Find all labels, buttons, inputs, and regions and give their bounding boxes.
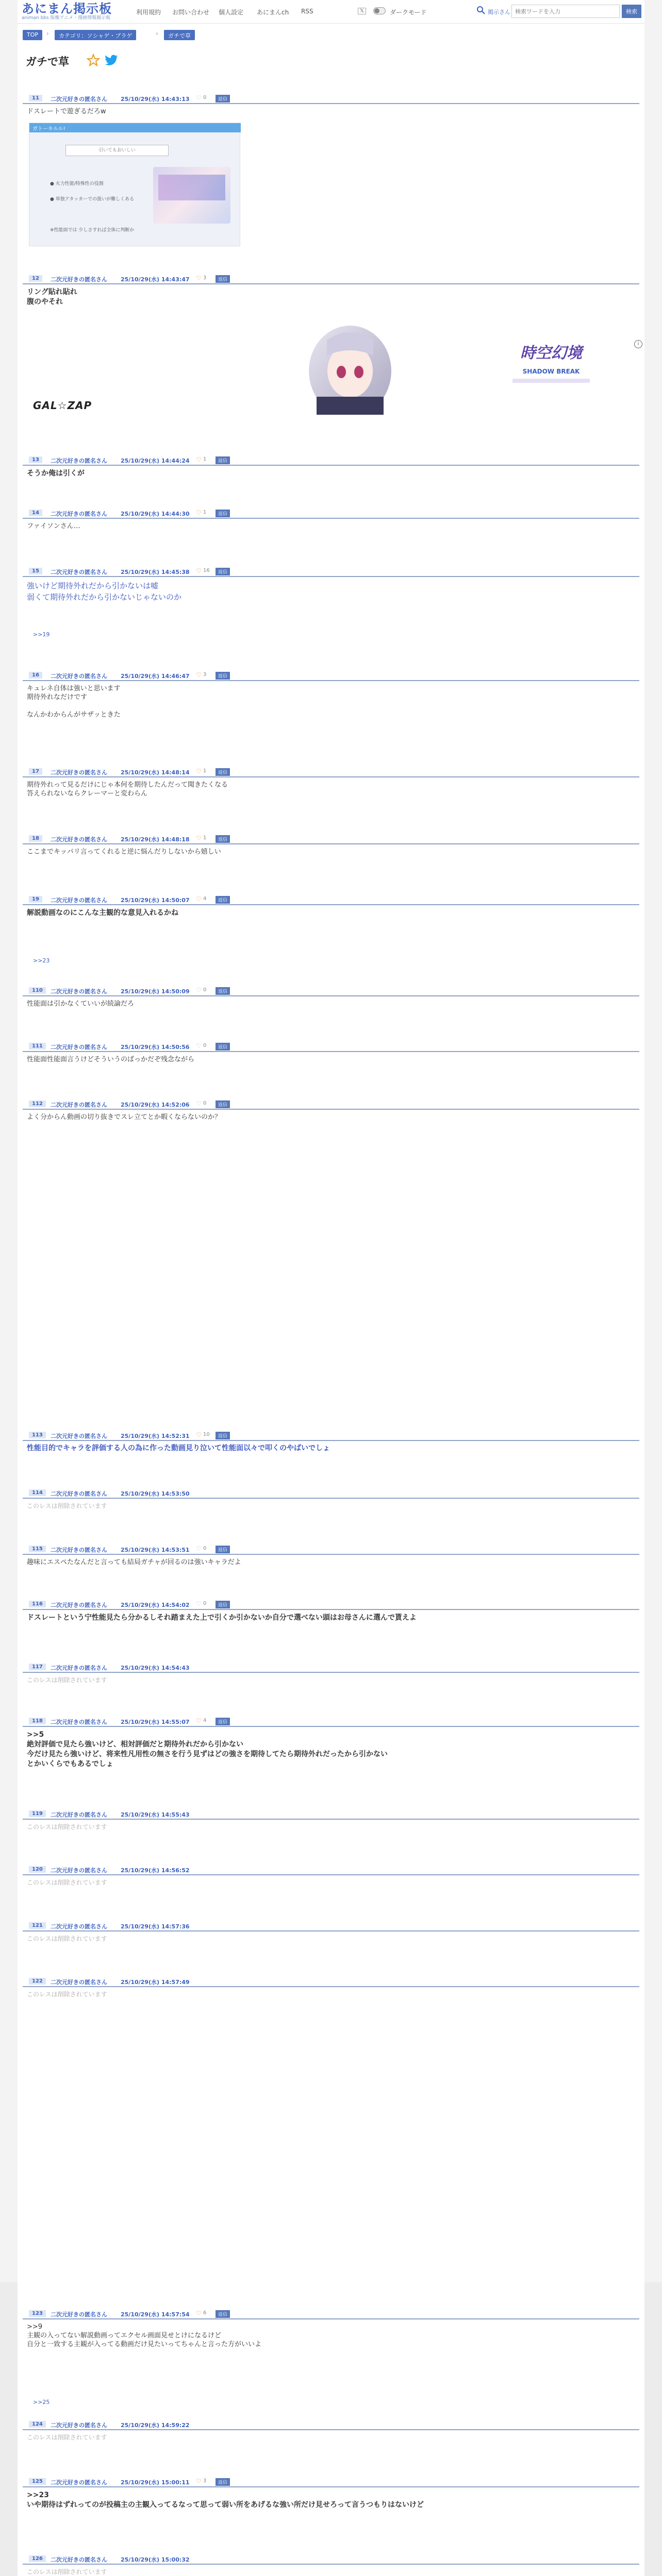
post-author: 二次元好きの匿名さん [51,769,107,776]
heart-count: 0 [203,987,207,993]
heart-icon[interactable]: ♡ [196,275,202,282]
post [23,454,639,479]
reply-reference-link[interactable]: >>25 [33,2399,50,2405]
heart-count: 4 [203,896,207,902]
post-body: ドスレートで遊ぎるだろw [27,108,106,115]
post-number[interactable]: 111 [29,1043,46,1049]
reply-button[interactable]: 返信 [216,835,230,843]
heart-count: 1 [203,835,207,841]
post-header [23,566,639,577]
post [23,1808,639,1832]
post-author: 二次元好きの匿名さん [51,1923,107,1930]
post [23,833,639,856]
search-button[interactable]: 検索 [622,5,641,18]
post-header [23,1808,639,1820]
image-button: 引いてもおいしい [65,145,169,156]
post-number[interactable]: 17 [29,768,42,775]
image-banner: ガトーキルル! [29,123,241,132]
logo-subtitle: animan bbs 版権アニメ・漫画情報掲示板 [22,15,111,21]
post-date: 25/10/29(水) 15:00:11 [121,2479,190,2486]
heart-count: 3 [203,275,207,281]
heart-count: 1 [203,510,207,515]
post [23,93,639,116]
reply-button[interactable]: 返信 [216,672,230,680]
post-date: 25/10/29(水) 14:55:43 [121,1811,190,1818]
search-input[interactable] [511,5,620,18]
post-number[interactable]: 116 [29,1601,46,1607]
post-header [23,1716,639,1727]
dark-mode-toggle[interactable] [373,7,386,14]
heart-icon[interactable]: ♡ [196,94,202,101]
post-date: 25/10/29(水) 14:54:43 [121,1665,190,1671]
heart-icon[interactable]: ♡ [196,2310,202,2317]
post-body: このレスは削除されています [27,1676,107,1684]
post-author: 二次元好きの匿名さん [51,1547,107,1553]
post-header [23,1662,639,1673]
heart-count: 10 [203,1432,210,1437]
breadcrumb-top[interactable]: TOP [23,30,42,40]
post-number[interactable]: 14 [29,510,42,516]
post-number[interactable]: 15 [29,568,42,574]
post [23,1487,639,1511]
post-author: 二次元好きの匿名さん [51,988,107,995]
post-date: 25/10/29(水) 14:46:47 [121,673,190,680]
post-header [23,1864,639,1875]
reply-button[interactable]: 返信 [216,1718,230,1725]
breadcrumb-separator: › [46,30,49,37]
post-body: 期待外れって見るだけにじゃ本何を期待したんだって聞きたくなる 答えられないならクレーマーと変わらん [27,781,228,798]
post-author: 二次元好きの匿名さん [51,673,107,680]
post-body: このレスは削除されています [27,1935,107,1942]
heart-icon[interactable]: ♡ [196,567,202,574]
post-body: このレスは削除されています [27,1879,107,1886]
heart-icon[interactable]: ♡ [196,1600,202,1607]
post-author: 二次元好きの匿名さん [51,1867,107,1874]
reply-button[interactable]: 返信 [216,768,230,776]
post-body: 性能目的でキャラを評価する人の為に作った動画見り泣いて性能面以々で叩くのやばいでしょ [27,1444,330,1452]
post-date: 25/10/29(水) 15:00:32 [121,2556,190,2563]
reply-button[interactable]: 返信 [216,1546,230,1553]
post-body: ファイソンさん… [27,522,80,530]
heart-icon[interactable]: ♡ [196,987,202,994]
post-header [23,1599,639,1610]
image-caption: ● 火力性能/特殊性の役割 [50,181,104,187]
post-header [23,833,639,844]
post [23,1864,639,1887]
post-date: 25/10/29(水) 14:55:07 [121,1719,190,1725]
post-author: 二次元好きの匿名さん [51,276,107,283]
post-date: 25/10/29(水) 14:43:13 [121,96,190,103]
post-header [23,507,639,519]
heart-icon[interactable]: ♡ [196,509,202,516]
post-date: 25/10/29(水) 14:57:54 [121,2311,190,2318]
heart-icon[interactable]: ♡ [196,895,202,903]
post-body: そうか俺は引くが [27,469,85,478]
search-scope[interactable]: 掲示さん [488,9,510,15]
post [23,2476,639,2510]
breadcrumb-separator: › [156,30,158,37]
reply-reference-link[interactable]: >>19 [33,631,50,638]
post-body: ドスレートという宁性能見たら分かるしそれ踏まえた上で引くか引かないか自分で選べない頭はお母さんに選んで貰えよ [27,1614,417,1622]
post-date: 25/10/29(水) 14:53:51 [121,1547,190,1553]
post-author: 二次元好きの匿名さん [51,1490,107,1497]
ad-character-art[interactable] [296,319,404,415]
post-number[interactable]: 115 [29,1546,46,1552]
post-body: ここまでキッパリ言ってくれると逆に悩んだりしないから嬉しい [27,848,221,856]
post-header [23,766,639,777]
heart-count: 0 [203,1043,207,1048]
post-date: 25/10/29(水) 14:50:56 [121,1044,190,1050]
post-header [23,273,639,284]
post-author: 二次元好きの匿名さん [51,569,107,575]
post-author: 二次元好きの匿名さん [51,897,107,904]
post-body: キュレネ自体は強いと思います 期待外れなだけです なんかわからんがサザッときた [27,685,121,719]
heart-count: 16 [203,568,210,573]
post-date: 25/10/29(水) 14:52:31 [121,1433,190,1439]
post-number[interactable]: 124 [29,2421,46,2428]
post [23,766,639,798]
post-author: 二次元好きの匿名さん [51,836,107,843]
reply-reference-link[interactable]: >>23 [33,957,50,964]
breadcrumb-category[interactable]: カテゴリ：ソシャゲ・ブラゲ [55,30,136,40]
post-header [23,1041,639,1052]
post-body: 趣味にエスペたなんだと言っても結局ガチャが回るのは強いキャラだよ [27,1558,241,1566]
heart-icon[interactable]: ♡ [196,835,202,842]
post-author: 二次元好きの匿名さん [51,511,107,517]
post-header [23,1430,639,1441]
post-header [23,1976,639,1987]
reply-button[interactable]: 返信 [216,1601,230,1608]
post-number[interactable]: 16 [29,672,42,679]
info-icon[interactable]: i [634,340,642,348]
post-date: 25/10/29(水) 14:57:49 [121,1979,190,1986]
post-date: 25/10/29(水) 14:48:18 [121,836,190,843]
search-icon [476,6,486,15]
post-header [23,1920,639,1931]
post-body: このレスは削除されています [27,2434,107,2441]
post-number[interactable]: 11 [29,95,42,101]
post [23,1976,639,1999]
post-date: 25/10/29(水) 14:53:50 [121,1490,190,1497]
post-header [23,93,639,104]
nav-rss[interactable]: RSS [301,8,313,15]
post-header [23,985,639,996]
post-body: リング貼れ貼れ 腹のやそれ [27,288,77,306]
post-author: 二次元好きの匿名さん [51,1719,107,1725]
heart-icon[interactable]: ♡ [196,671,202,679]
reply-button[interactable]: 返信 [216,1100,230,1108]
reply-button[interactable]: 返信 [216,987,230,995]
post-header [23,1544,639,1555]
post-header [23,1098,639,1110]
reply-button[interactable]: 返信 [216,456,230,464]
post-date: 25/10/29(水) 14:56:52 [121,1867,190,1874]
post-number[interactable]: 118 [29,1718,46,1724]
heart-icon[interactable]: ♡ [196,1717,202,1724]
post [23,1920,639,1943]
post [23,1041,639,1064]
site-logo[interactable] [22,2,125,22]
post-author: 二次元好きの匿名さん [51,1101,107,1108]
heart-count: 0 [203,1601,207,1606]
post [23,1599,639,1623]
post-body: このレスは削除されています [27,1502,107,1510]
post [23,566,639,603]
image-caption: ※性能面では 少しさすれば全体に判断か [50,228,135,233]
post-header [23,670,639,681]
reply-button[interactable]: 返信 [216,1432,230,1439]
heart-icon[interactable]: ♡ [196,456,202,463]
x-icon[interactable]: 𝕏 [358,8,366,14]
post [23,2419,639,2442]
post-body: 解説動画なのにこんな主観的な意見入れるかね [27,909,178,917]
post-header [23,1487,639,1499]
post-date: 25/10/29(水) 14:45:38 [121,569,190,575]
reply-button[interactable]: 返信 [216,568,230,575]
post-body: 強いけど期待外れだから引かないは嘘 弱くて期待外れだから引かないじゃないのか [27,581,182,602]
post-date: 25/10/29(水) 14:48:14 [121,769,190,776]
post-number[interactable]: 120 [29,1866,46,1873]
post [23,1662,639,1685]
post-date: 25/10/29(水) 14:54:02 [121,1602,190,1608]
post-date: 25/10/29(水) 14:50:07 [121,897,190,904]
reply-button[interactable]: 返信 [216,2478,230,2486]
logo-title: あにまん掲示板 [22,1,112,16]
post-author: 二次元好きの匿名さん [51,1044,107,1050]
post-author: 二次元好きの匿名さん [51,1979,107,1986]
post-body: >>9 主観の入ってない解説動画ってエクセル画面見せとけになるけど 自分と一致する主観が入ってる動画だけ見たいってちゃんと言った方がいいよ [27,2323,262,2348]
post-number[interactable]: 112 [29,1100,46,1107]
heart-count: 3 [203,672,207,677]
breadcrumb-thread[interactable]: ガチで草 [164,30,195,40]
reply-button[interactable]: 返信 [216,95,230,103]
post [23,1544,639,1567]
page-container [18,0,644,2576]
post-number[interactable]: 121 [29,1922,46,1929]
post [23,507,639,531]
reply-button[interactable]: 返信 [216,510,230,517]
post-number[interactable]: 110 [29,987,46,994]
post-date: 25/10/29(水) 14:44:24 [121,457,190,464]
post [23,273,639,307]
twitter-icon[interactable] [105,55,119,66]
post-header [23,2553,639,2565]
post-number[interactable]: 126 [29,2555,46,2562]
ad-game-logo[interactable] [502,330,600,402]
heart-icon[interactable]: ♡ [196,2478,202,2485]
post-body: このレスは削除されています [27,2568,107,2575]
nav-contact[interactable]: お問い合わせ [172,9,210,16]
svg-text:SHADOW BREAK: SHADOW BREAK [522,368,580,375]
thread-title: ガチで草 [26,56,69,68]
post-number[interactable]: 13 [29,456,42,463]
post-author: 二次元好きの匿名さん [51,2422,107,2429]
post-date: 25/10/29(水) 14:50:09 [121,988,190,995]
post-number[interactable]: 19 [29,896,42,903]
image-caption: ● 単独アタッカーでの扱いが難しくある [50,197,135,202]
post-author: 二次元好きの匿名さん [51,1433,107,1439]
ad-watermark: GAL☆ZAP [33,399,92,412]
post-number[interactable]: 119 [29,1810,46,1817]
post-author: 二次元好きの匿名さん [51,457,107,464]
heart-icon[interactable]: ♡ [196,768,202,775]
post-body: このレスは削除されています [27,1823,107,1831]
heart-icon[interactable]: ♡ [196,1545,202,1552]
post-body: >>23 いや期待はずれってのが投稿主の主観入ってるなって思って弱い所をあげるな強い所だけ見せろって言うつもりはないけど [27,2491,424,2509]
post [23,2308,639,2349]
svg-text:時空幻境: 時空幻境 [520,344,582,362]
post [23,2553,639,2576]
post-author: 二次元好きの匿名さん [51,1811,107,1818]
reply-button[interactable]: 返信 [216,2310,230,2318]
post-body: よく分からん動画の切り抜きでスレ立てとか暇くならないのか？ [27,1113,222,1121]
heart-count: 1 [203,768,207,774]
heart-count: 0 [203,1546,207,1551]
post-header [23,2308,639,2319]
post [23,670,639,719]
post-date: 25/10/29(水) 14:59:22 [121,2422,190,2429]
post-author: 二次元好きの匿名さん [51,2556,107,2563]
post [23,1716,639,1769]
heart-count: 4 [203,1718,207,1723]
attached-image[interactable] [29,123,240,246]
reply-button[interactable]: 返信 [216,1043,230,1050]
post-date: 25/10/29(水) 14:57:36 [121,1923,190,1930]
post-date: 25/10/29(水) 14:52:06 [121,1101,190,1108]
nav-settings[interactable]: 個人設定 [219,9,244,16]
post-author: 二次元好きの匿名さん [51,96,107,103]
character-art-overlay [158,175,225,200]
dark-mode-label: ダークモード [390,9,427,16]
post-number[interactable]: 18 [29,835,42,842]
post-number[interactable]: 12 [29,275,42,282]
post [23,1430,639,1453]
post-body: >>5 絶対評価で見たら強いけど、相対評価だと期待外れだから引かない 今だけ見たら強いけど、将来性凡用性の無さを行う見ずはどの強さを期待してたら期待外れだったから引かない とかいくらでもあるでしょ [27,1731,388,1768]
top-bar [18,0,644,24]
heart-count: 6 [203,2310,207,2316]
post-header [23,894,639,905]
post-number[interactable]: 123 [29,2310,46,2317]
post-author: 二次元好きの匿名さん [51,2311,107,2318]
reply-button[interactable]: 返信 [216,896,230,904]
post-author: 二次元好きの匿名さん [51,2479,107,2486]
post-author: 二次元好きの匿名さん [51,1602,107,1608]
heart-icon[interactable]: ♡ [196,1042,202,1049]
post [23,894,639,918]
post-number[interactable]: 117 [29,1664,46,1670]
post-number[interactable]: 122 [29,1978,46,1985]
heart-count: 0 [203,95,207,100]
post-date: 25/10/29(水) 14:44:30 [121,511,190,517]
post-author: 二次元好きの匿名さん [51,1665,107,1671]
post-number[interactable]: 114 [29,1489,46,1496]
heart-count: 0 [203,1100,207,1106]
post-number[interactable]: 125 [29,2478,46,2485]
heart-icon[interactable]: ♡ [196,1431,202,1438]
post [23,1098,639,1122]
post-body: 性能面は引かなくていいが続論だろ [27,1000,135,1008]
post-body: 性能面性能面言うけどそういうのばっかだぞ残念ながら [27,1056,195,1063]
heart-icon[interactable]: ♡ [196,1100,202,1107]
favorite-star-icon[interactable] [87,54,100,67]
nav-animanch[interactable]: あにまんch [257,9,289,16]
post-date: 25/10/29(水) 14:43:47 [121,276,190,283]
post-header [23,454,639,466]
reply-button[interactable]: 返信 [216,275,230,283]
post-body: このレスは削除されています [27,1991,107,1998]
post-number[interactable]: 113 [29,1432,46,1438]
heart-count: 1 [203,456,207,462]
heart-count: 3 [203,2478,207,2484]
post [23,985,639,1008]
post-header [23,2419,639,2430]
nav-terms[interactable]: 利用規約 [136,9,161,16]
post-header [23,2476,639,2487]
